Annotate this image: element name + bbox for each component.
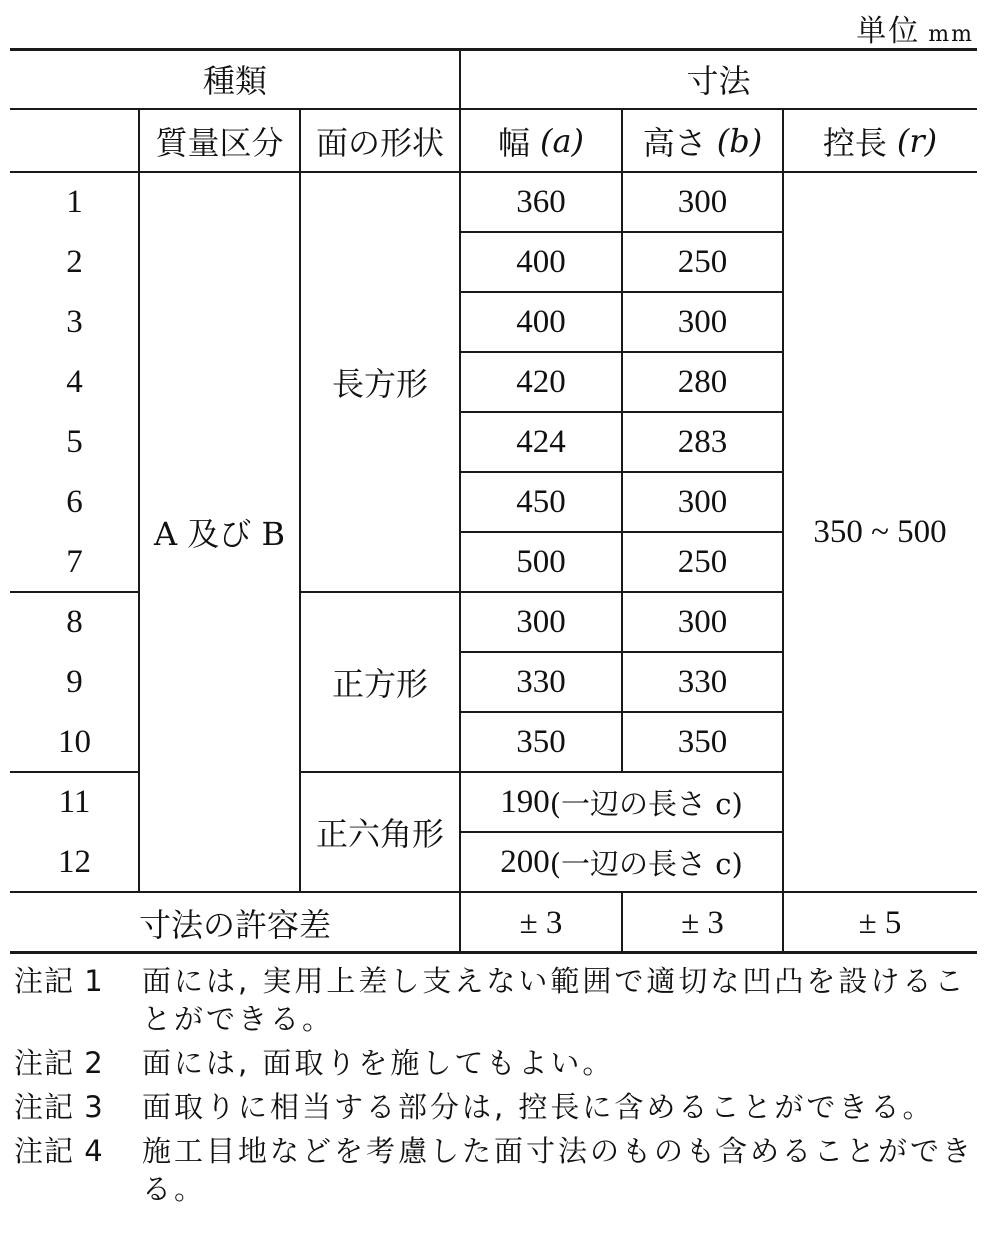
header-depth-label: 控長 (822, 123, 887, 162)
note-label: 注記 1 (14, 964, 104, 998)
row-number: 1 (66, 183, 83, 220)
header-height-label: 高さ (642, 123, 707, 162)
header-face-shape: 面の形状 (315, 123, 444, 162)
unit-caption (856, 6, 974, 50)
dimensions-table (10, 48, 977, 954)
height-value: 300 (677, 603, 728, 640)
tolerance-width: ± 3 (519, 904, 563, 941)
notes-section (14, 962, 979, 1214)
width-value: 420 (516, 363, 566, 400)
hex-side-note: (一辺の長さ c) (549, 786, 743, 821)
width-value: 350 (516, 723, 566, 760)
header-kind: 種類 (202, 61, 267, 100)
width-value: 424 (516, 423, 566, 460)
width-value: 400 (516, 303, 566, 340)
shape-square: 正方形 (331, 665, 428, 703)
header-height-symbol: (b) (716, 121, 763, 160)
row-number: 4 (66, 363, 83, 400)
hex-side-length (460, 832, 783, 892)
header-depth (783, 109, 977, 172)
note-label: 注記 2 (14, 1046, 104, 1080)
note-text: 面取りに相当する部分は, 控長に含めることができる。 (142, 1090, 935, 1124)
note-item (14, 1088, 979, 1126)
height-value: 350 (677, 723, 728, 760)
height-value: 300 (677, 303, 728, 340)
note-item (14, 1044, 979, 1082)
height-value: 250 (677, 543, 728, 580)
width-value: 400 (516, 243, 566, 280)
hex-side-note: (一辺の長さ c) (549, 846, 743, 881)
depth-range-value: 350 ~ 500 (813, 513, 947, 550)
header-width (460, 109, 622, 172)
header-dimensions: 寸法 (686, 61, 751, 100)
tolerance-depth: ± 5 (858, 904, 902, 941)
width-value: 300 (516, 603, 566, 640)
unit-value: mm (928, 22, 974, 47)
hex-side-value: 190 (500, 783, 550, 820)
header-mass-class: 質量区分 (155, 123, 284, 162)
height-value: 330 (677, 663, 728, 700)
height-value: 300 (677, 183, 728, 220)
row-number: 10 (58, 723, 91, 760)
note-label: 注記 3 (14, 1090, 104, 1124)
hex-side-length (460, 772, 783, 832)
note-item (14, 1132, 979, 1208)
width-value: 450 (516, 483, 566, 520)
note-text: 面には, 実用上差し支えない範囲で適切な凹凸を設けることができる。 (142, 964, 967, 1036)
row-number: 2 (66, 243, 83, 280)
height-value: 280 (677, 363, 728, 400)
note-label: 注記 4 (14, 1134, 104, 1168)
height-value: 283 (677, 423, 728, 460)
note-text: 施工目地などを考慮した面寸法のものも含めることができる。 (142, 1134, 975, 1206)
width-value: 500 (516, 543, 566, 580)
row-number: 12 (58, 843, 91, 880)
width-value: 330 (516, 663, 566, 700)
shape-hexagon: 正六角形 (315, 815, 444, 853)
header-width-symbol: (a) (539, 121, 585, 160)
shape-rectangle: 長方形 (331, 365, 428, 403)
unit-label: 単位 (856, 14, 921, 49)
note-text: 面には, 面取りを施してもよい。 (142, 1046, 615, 1080)
row-number: 9 (66, 663, 83, 700)
tolerance-height: ± 3 (681, 904, 724, 941)
height-value: 300 (677, 483, 728, 520)
mass-class-value: A 及び B (154, 515, 285, 553)
row-number: 7 (66, 543, 83, 580)
row-number: 6 (66, 483, 83, 520)
row-number: 5 (66, 423, 83, 460)
tolerance-label: 寸法の許容差 (138, 906, 331, 944)
header-width-label: 幅 (497, 123, 530, 162)
row-number: 3 (66, 303, 83, 340)
row-number: 11 (58, 783, 91, 820)
row-number: 8 (66, 603, 83, 640)
note-item (14, 962, 979, 1038)
width-value: 360 (516, 183, 566, 220)
hex-side-value: 200 (500, 843, 550, 880)
header-depth-symbol: (r) (896, 121, 938, 160)
height-value: 250 (677, 243, 728, 280)
header-height (622, 109, 783, 172)
